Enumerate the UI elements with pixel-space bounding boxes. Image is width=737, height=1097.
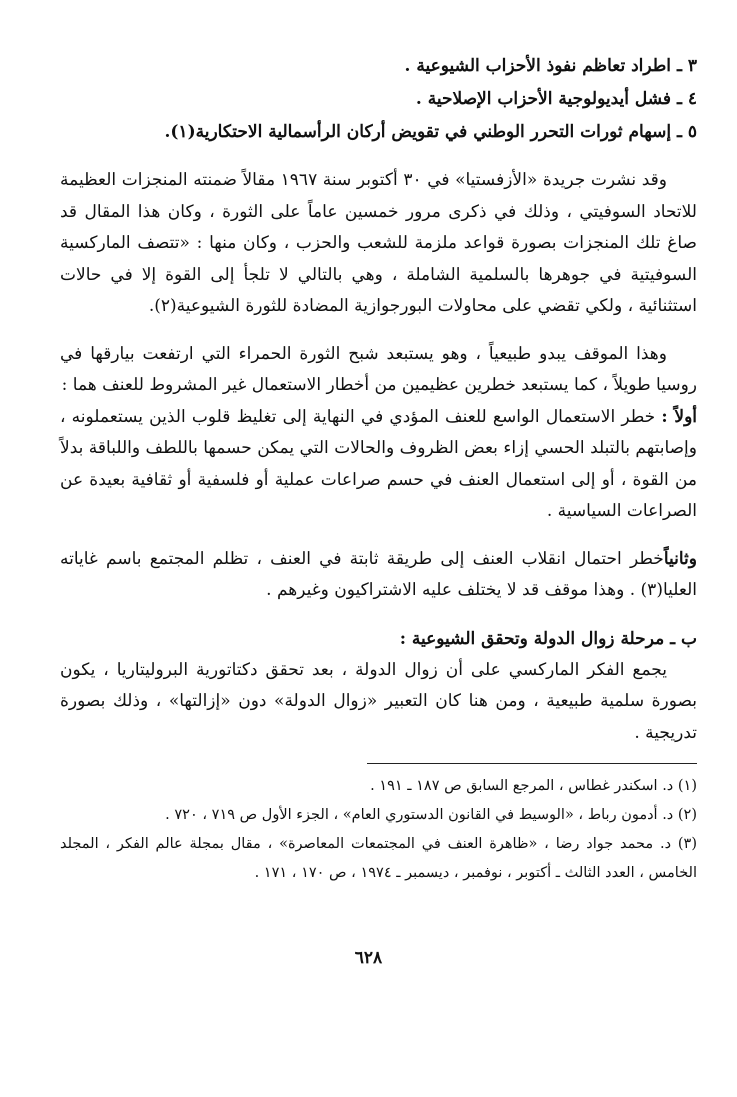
list-item: ٣ ـ اطراد تعاظم نفوذ الأحزاب الشيوعية . (404, 56, 697, 76)
list-item: ٤ ـ فشل أيديولوجية الأحزاب الإصلاحية . (415, 89, 697, 109)
paragraph-first-danger (60, 402, 697, 528)
footnote-divider (367, 763, 697, 764)
page-body (0, 50, 737, 1097)
section-heading: ب ـ مرحلة زوال الدولة وتحقق الشيوعية : (399, 628, 697, 649)
footnote-item: (١) د. اسكندر غطاس ، المرجع السابق ص ١٨٧ ـ ١٩١ . (370, 778, 697, 794)
second-label: وثانياً (663, 548, 697, 569)
footnotes (60, 772, 697, 888)
paragraph-natural-position: وهذا الموقف يبدو طبيعياً ، وهو يستبعد شبح الثورة الحمراء التي ارتفعت بيارقها في روسيا طويلاً ، كما يستبعد خطرين عظيمين من أخطار الاستعمال غير المشروط للعنف هما : (60, 343, 697, 395)
second-danger-text: خطر احتمال انقلاب العنف إلى طريقة ثابتة في العنف ، تظلم المجتمع باسم غاياته العليا(٣) . وهذا موقف قد لا يختلف عليه الاشتراكيون وغيرهم . (60, 548, 697, 600)
paragraph-izvestia: وقد نشرت جريدة «الأزفستيا» في ٣٠ أكتوبر سنة ١٩٦٧ مقالاً ضمنته المنجزات العظيمة للاتحاد السوفيتي ، وذلك في ذكرى مرور خمسين عاماً على الثورة ، وكان هذا المقال قد صاغ تلك المنجزات بصورة قواعد ملزمة للشعب والحزب ، وكان منها : «تتصف الماركسية السوفيتية في جوهرها بالسلمية الشاملة ، وهي بالتالي لا تلجأ إلى القوة إلا في حالات استثنائية ، ولكي تقضي على محاولات البورجوازية المضادة للثورة الشيوعية(٢). (60, 170, 697, 316)
first-danger-text: خطر الاستعمال الواسع للعنف المؤدي في النهاية إلى تغليظ قلوب الذين يستعملونه ، وإصابتهم بالتبلد الحسي إزاء بعض الظروف والحالات التي يمكن حسمها باللطف واللباقة بدلاً من القوة ، أو إلى استعمال العنف في حسم صراعات عملية أو فلسفية أو ثقافية بعيدة عن الصراعات السياسية . (60, 406, 697, 521)
list-item: ٥ ـ إسهام ثورات التحرر الوطني في تقويض أركان الرأسمالية الاحتكارية(١). (164, 122, 697, 142)
numbered-list (60, 50, 697, 149)
paragraph-second-danger (60, 544, 697, 607)
footnote-item: (٣) د. محمد جواد رضا ، «ظاهرة العنف في المجتمعات المعاصرة» ، مقال بمجلة عالم الفكر ، المجلد الخامس ، العدد الثالث ـ أكتوبر ، نوفمبر ، ديسمبر ـ ١٩٧٤ ، ص ١٧٠ ، ١٧١ . (60, 836, 697, 881)
first-label: أولاً : (661, 406, 697, 427)
page-number: ٦٢٨ (354, 948, 383, 968)
paragraph-state-withering: يجمع الفكر الماركسي على أن زوال الدولة ، بعد تحقق دكتاتورية البروليتاريا ، يكون بصورة سلمية طبيعية ، ومن هنا كان التعبير «زوال الدولة» دون «إزالتها» ، وذلك بصورة تدريجية . (60, 659, 697, 743)
footnote-item: (٢) د. أدمون رباط ، «الوسيط في القانون الدستوري العام» ، الجزء الأول ص ٧١٩ ، ٧٢٠ . (165, 807, 697, 823)
